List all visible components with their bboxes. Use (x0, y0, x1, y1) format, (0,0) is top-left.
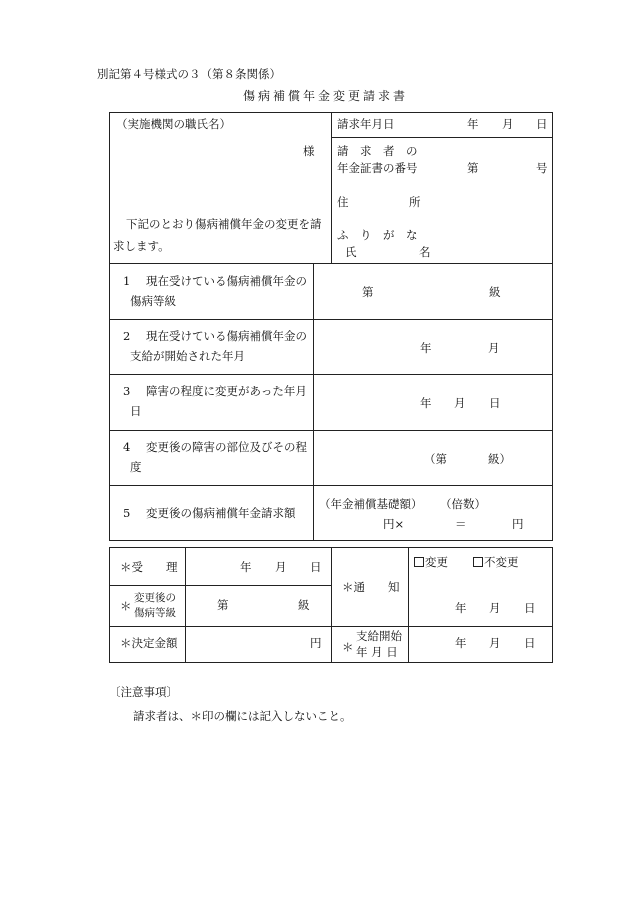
item-5-equals: ＝ (455, 517, 467, 531)
office-tsuchi-month: 月 (489, 601, 501, 615)
item-4-value-dai: （第 (424, 452, 447, 466)
item-4-number: 4 (123, 440, 131, 454)
office-juri-month: 月 (275, 560, 287, 574)
office-hengo-star: ＊ (120, 599, 132, 613)
item-5-yen-times: 円× (383, 517, 405, 531)
item-3-label-line2: 日 (130, 404, 142, 418)
address-label-a: 住 (337, 195, 349, 209)
item-5-multiplier-label: （倍数） (440, 497, 486, 511)
item-2-number: 2 (123, 329, 131, 343)
item-2-value-month: 月 (488, 341, 500, 355)
office-juri-year: 年 (240, 560, 252, 574)
office-tsuchi-day: 日 (524, 601, 536, 615)
form-reference: 別記第４号様式の３（第８条関係） (97, 67, 281, 81)
name-label-a: 氏 (345, 245, 357, 259)
institution-label: （実施機関の職氏名） (116, 117, 231, 131)
option-henko[interactable] (414, 557, 448, 569)
item-4-value-kyu: 級） (488, 452, 511, 466)
request-month-unit: 月 (502, 117, 514, 131)
office-hengo-label-line1: 変更後の (134, 592, 176, 604)
request-day-unit: 日 (536, 117, 548, 131)
page-title: 傷病補償年金変更請求書 (243, 89, 409, 103)
notes-body: 請求者は、＊印の欄には記入しないこと。 (133, 709, 352, 723)
office-tsuchi-year: 年 (455, 601, 467, 615)
office-juri-label: ＊受 理 (120, 560, 178, 574)
item-1-label-line1: 現在受けている傷病補償年金の (146, 274, 307, 288)
request-text-line2: 求します。 (113, 239, 170, 253)
item-3-number: 3 (123, 384, 131, 398)
item-1-value-kyu: 級 (489, 285, 501, 299)
item-4-label-line1: 変更後の障害の部位及びその程 (146, 440, 307, 454)
office-shikyu-month: 月 (489, 636, 501, 650)
item-3-value-day: 日 (489, 396, 501, 410)
office-kettei-label: ＊決定金額 (120, 636, 178, 650)
office-shikyu-day: 日 (524, 636, 536, 650)
office-shikyu-year: 年 (455, 636, 467, 650)
notes-heading: 〔注意事項〕 (109, 685, 178, 699)
certificate-label-line2: 年金証書の番号 (337, 161, 418, 175)
item-3-value-month: 月 (454, 396, 466, 410)
item-2-value-year: 年 (420, 341, 432, 355)
address-label-b: 所 (409, 195, 421, 209)
request-year-unit: 年 (467, 117, 479, 131)
item-2-label-line2: 支給が開始された年月 (130, 349, 245, 363)
item-3-value-year: 年 (420, 396, 432, 410)
office-shikyu-label-line2: 年 月 日 (356, 645, 398, 659)
item-1-label-line2: 傷病等級 (130, 294, 176, 308)
item-5-number: 5 (123, 506, 131, 520)
certificate-dai: 第 (467, 161, 479, 175)
office-hengo-label-line2: 傷病等級 (134, 607, 176, 619)
office-kettei-yen: 円 (310, 636, 322, 650)
certificate-gou: 号 (536, 161, 548, 175)
item-2-label-line1: 現在受けている傷病補償年金の (146, 329, 307, 343)
certificate-label-line1: 請 求 者 の (337, 144, 418, 158)
name-label-b: 名 (419, 245, 431, 259)
item-4-label-line2: 度 (130, 460, 142, 474)
fuhenko-checkbox[interactable] (473, 557, 483, 567)
office-shikyu-star: ＊ (342, 640, 354, 654)
option-fuhenko[interactable] (473, 557, 519, 569)
item-5-yen: 円 (512, 517, 524, 531)
request-text-line1: 下記のとおり傷病補償年金の変更を請 (126, 217, 322, 231)
sama-label: 様 (303, 144, 315, 158)
item-5-base-amount-label: （年金補償基礎額） (319, 497, 423, 511)
furigana-label: ふ り が な (337, 228, 418, 242)
office-shikyu-label-line1: 支給開始 (356, 629, 402, 643)
item-3-label-line1: 障害の程度に変更があった年月 (146, 384, 307, 398)
fuhenko-label: 不変更 (484, 555, 519, 569)
office-hengo-dai: 第 (217, 598, 229, 612)
henko-checkbox[interactable] (414, 557, 424, 567)
office-juri-day: 日 (310, 560, 322, 574)
item-1-number: 1 (123, 274, 131, 288)
item-5-label: 変更後の傷病補償年金請求額 (146, 506, 296, 520)
request-date-label: 請求年月日 (337, 117, 395, 131)
office-tsuchi-label: ＊通 知 (342, 580, 400, 594)
item-1-value-dai: 第 (362, 285, 374, 299)
office-hengo-kyu: 級 (298, 598, 310, 612)
henko-label: 変更 (425, 555, 448, 569)
